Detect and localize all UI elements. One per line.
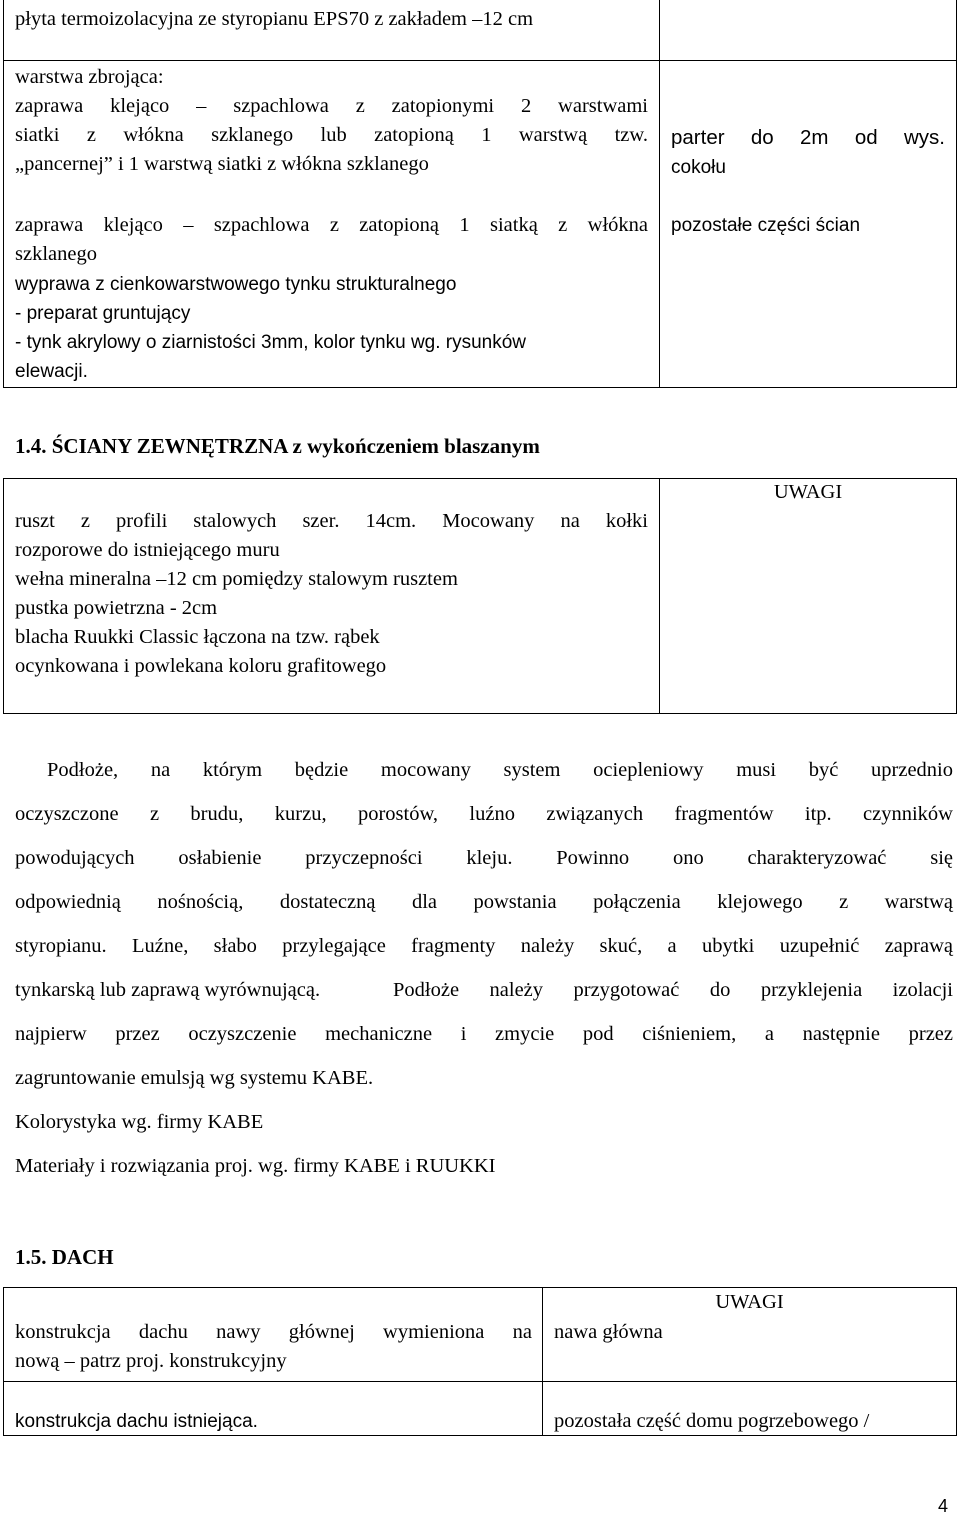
colour-scheme-note: Kolorystyka wg. firmy KABE — [15, 1111, 264, 1133]
insulation-board-text: płyta termoizolacyjna ze styropianu EPS70 z zakładem –12 cm — [15, 8, 534, 30]
plaster-layer-text — [15, 270, 655, 386]
text-line: „pancernej” i 1 warstwą siatki z włókna szklanego — [15, 153, 429, 175]
text-line: ocynkowana i powlekana koloru grafitowego — [15, 655, 387, 677]
text-line: najpierw przez oczyszczenie mechaniczne i zmycie pod ciśnieniem, a następnie przez — [15, 1023, 953, 1045]
text-line: elewacji. — [15, 361, 88, 382]
text-line: zaprawa klejąco – szpachlowa z zatopionymi 2 warstwami — [15, 95, 648, 117]
text-line: pustka powietrzna - 2cm — [15, 597, 218, 619]
text-line: styropianu. Luźne, słabo przylegające fragmenty należy skuć, a ubytki uzupełnić zaprawą — [15, 935, 953, 957]
text-line: - tynk akrylowy o ziarnistości 3mm, kolor tynku wg. rysunków — [15, 332, 527, 353]
section-heading-1-5: 1.5. DACH — [15, 1245, 114, 1269]
uwagi-header: UWAGI — [773, 481, 843, 503]
note-ground-floor — [671, 123, 945, 183]
text-line: ruszt z profili stalowych szer. 14cm. Mocowany na kołki — [15, 510, 648, 532]
section-heading-1-4: 1.4. ŚCIANY ZEWNĘTRZNA z wykończeniem blaszanym — [15, 434, 540, 458]
text-line: Podłoże należy przygotować do przyklejenia izolacji — [393, 979, 953, 1001]
text-line: odpowiednią nośnością, dostateczną dla powstania połączenia klejowego z warstwą — [15, 891, 953, 913]
text-line: warstwa zbrojąca: — [15, 66, 164, 88]
text-segment: tynkarską lub zaprawą wyrównującą. — [15, 979, 321, 1001]
text-line — [15, 979, 320, 1002]
text-line: szklanego — [15, 243, 97, 265]
text-line: oczyszczone z brudu, kurzu, porostów, luźno związanych fragmentów itp. czynników — [15, 803, 953, 825]
roof-note-main-nave: nawa główna — [554, 1321, 663, 1343]
text-line: konstrukcja dachu nawy głównej wymieniona na — [15, 1321, 532, 1343]
text-line: siatki z włókna szklanego lub zatopioną 1 warstwą tzw. — [15, 124, 648, 146]
text-line: zagruntowanie emulsją wg systemu KABE. — [15, 1067, 374, 1089]
text-line: - preparat gruntujący — [15, 303, 191, 324]
text-line: zaprawa klejąco – szpachlowa z zatopioną 1 siatką z włókna — [15, 214, 648, 236]
text-line: blacha Ruukki Classic łączona na tzw. rąbek — [15, 626, 380, 648]
note-other-walls: pozostałe części ścian — [671, 215, 861, 236]
text-line: rozporowe do istniejącego muru — [15, 539, 280, 561]
roof-note-funeral-home: pozostała część domu pogrzebowego / — [554, 1410, 870, 1432]
table-cell-walls-right — [659, 478, 957, 714]
text-line: wyprawa z cienkowarstwowego tynku strukturalnego — [15, 274, 457, 295]
page-number: 4 — [938, 1496, 949, 1516]
adhesive-layer-text — [15, 211, 648, 269]
text-line: parter do 2m od wys. — [671, 126, 945, 149]
materials-note: Materiały i rozwiązania proj. wg. firmy KABE i RUUKKI — [15, 1155, 496, 1177]
walls-description — [15, 507, 648, 681]
table-cell-right-top — [659, 0, 957, 61]
text-line: Podłoże, na którym będzie mocowany system ociepleniowy musi być uprzednio — [47, 759, 953, 781]
uwagi-header: UWAGI — [715, 1291, 784, 1313]
text-line: wełna mineralna –12 cm pomiędzy stalowym rusztem — [15, 568, 458, 590]
roof-existing-text: konstrukcja dachu istniejąca. — [15, 1411, 258, 1432]
text-line: cokołu — [671, 157, 726, 178]
roof-main-nave-text — [15, 1318, 532, 1376]
text-line: powodujących osłabienie przyczepności kleju. Powinno ono charakteryzować się — [15, 847, 953, 869]
reinforcement-layer-text — [15, 63, 648, 179]
text-line: nową – patrz proj. konstrukcyjny — [15, 1350, 287, 1372]
